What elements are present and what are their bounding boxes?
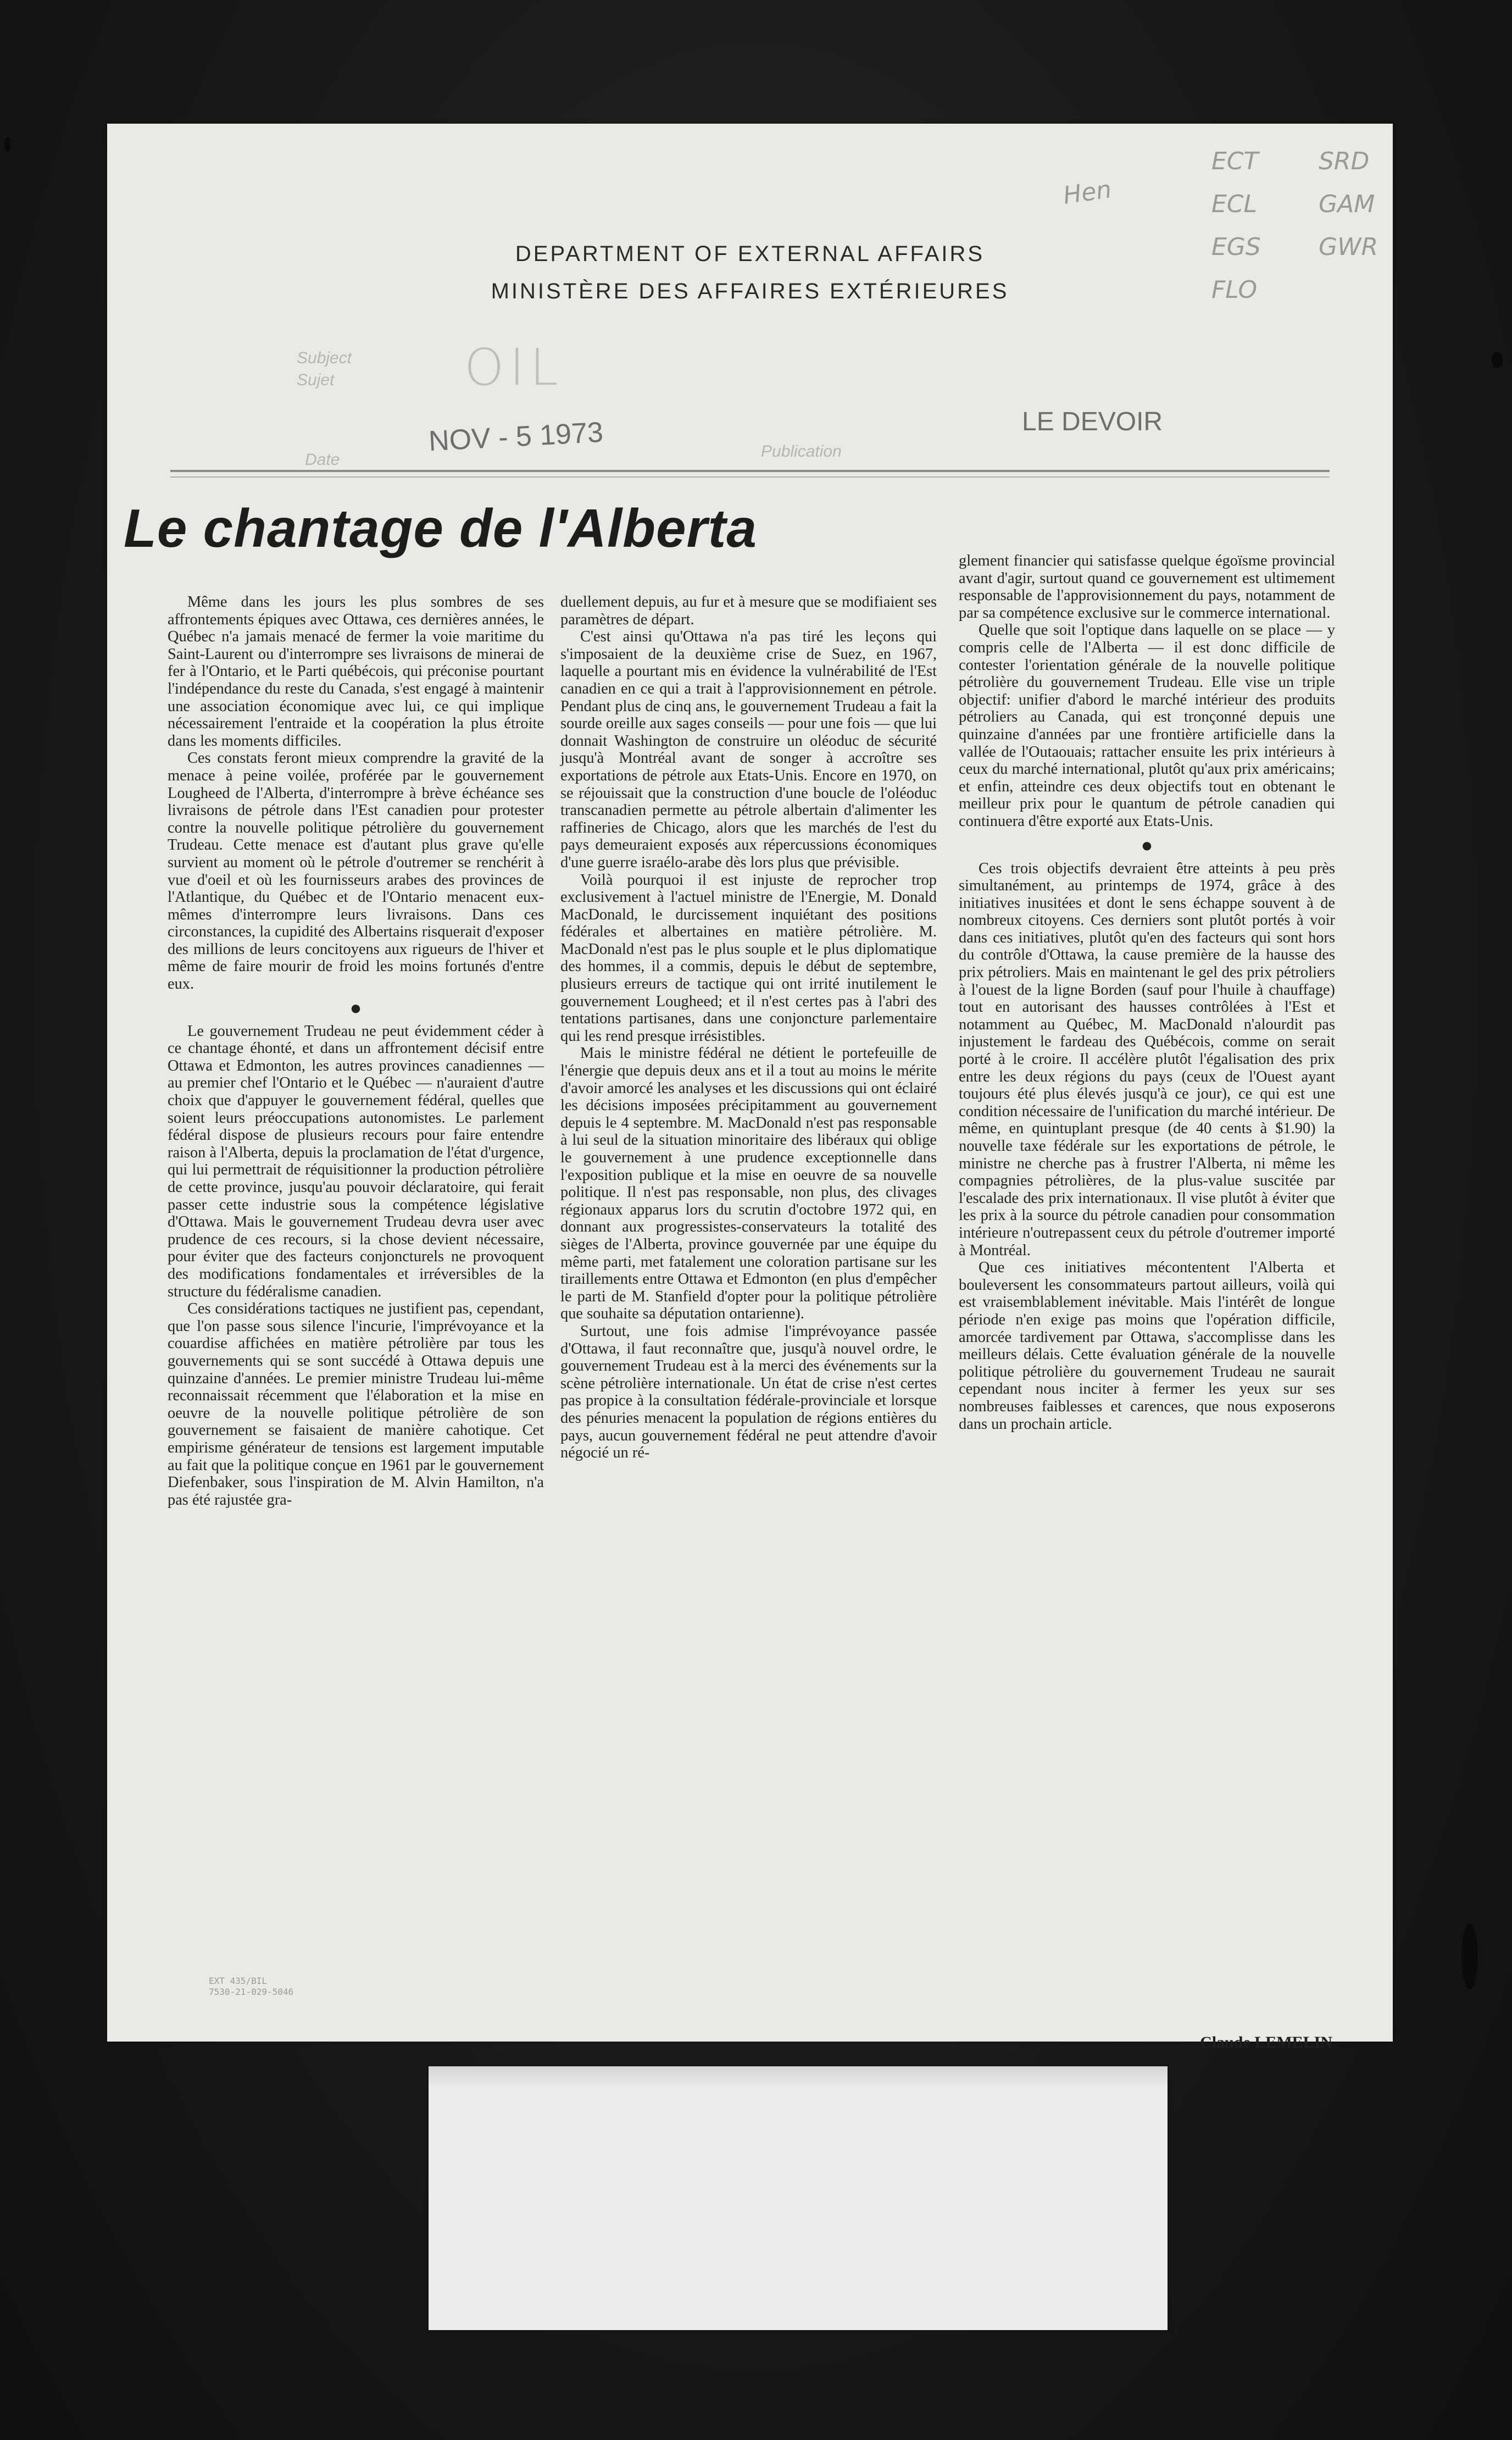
article-paragraph: Voilà pourquoi il est injuste de reprocher trop exclusivement à l'actuel ministre de l'Energie, M. Donald MacDonald, le durcissement inquiétant des positions fédérales et albertaines en matière pétrolière. M. MacDonald n'est pas le plus souple et le plus diplomatique des hommes, il a commis, depuis le début de septembre, plusieurs erreurs de tactique qui ont irrité inutilement le gouvernement Lougheed; et il n'est certes pas à l'abri des tentations partisanes, dans une conjoncture parlementaire qui les rend presque irrésistibles.	[560, 871, 937, 1045]
article-byline: Claude LEMELIN	[1200, 2033, 1332, 2051]
section-bullet-icon: ●	[349, 996, 362, 1019]
film-speck	[1492, 352, 1503, 368]
slip-shadow	[429, 2066, 1168, 2088]
routing-codes-col2	[1319, 140, 1378, 269]
clipping-card	[107, 124, 1393, 2051]
routing-codes-col1	[1211, 140, 1261, 312]
routing-code: SRD	[1319, 147, 1370, 175]
article-paragraph: C'est ainsi qu'Ottawa n'a pas tiré les leçons qui s'imposaient de la deuxième crise de Suez, en 1967, laquelle a pourtant mis en évidence la vulnérabilité de l'Est canadien en ce qui a trait à l'approvisionnement en pétrole. Pendant plus de cinq ans, le gouvernement Trudeau a fait la sourde oreille aux sages conseils — pour une fois — que lui donnait Washington de construire un oléoduc de sécurité jusqu'à Montréal avant de songer à accroître ses exportations de pétrole aux Etats-Unis. Encore en 1970, on se réjouissait que la construction d'une boucle de l'oléoduc transcanadien permette au pétrole albertain d'alimenter les raffineries de Chicago, alors que les marchés de l'est du pays demeuraient exposés aux répercussions économiques d'une guerre israélo-arabe dès lors plus que prévisible.	[560, 628, 937, 871]
form-code	[209, 1976, 293, 1998]
department-name-en: DEPARTMENT OF EXTERNAL AFFAIRS	[515, 242, 985, 266]
handwritten-routing-notes	[1061, 140, 1378, 321]
article-paragraph: Que ces initiatives mécontentent l'Alberta et bouleversent les consommateurs partout ailleurs, voilà qui est vraisemblablement inévitable. Mais l'intérêt de longue période n'en exige pas moins que l'opération difficile, amorcée tardivement par Ottawa, s'accomplisse dans les meilleurs délais. Cette évaluation générale de la nouvelle politique pétrolière du gouvernement Trudeau ne saurait cependant nous inciter à fermer les yeux sur ses nombreuses faiblesses et carences, que nous exposerons dans un prochain article.	[959, 1259, 1335, 1433]
header-divider	[170, 470, 1330, 472]
handwritten-note: Hen	[1061, 175, 1114, 210]
form-code-line: 7530-21-029-5046	[209, 1987, 294, 1997]
publication-label: Publication	[761, 442, 842, 461]
article-paragraph: Ces trois objectifs devraient être atteints à peu près simultanément, au printemps de 1974, grâce à des initiatives inusitées et dont le sens échappe souvent à de nombreux citoyens. Ces derniers sont plutôt portés à voir dans ces initiatives, plutôt qu'en des facteurs qui sont hors du contrôle d'Ottawa, la cause première de la hausse des prix pétroliers. Mais en maintenant le gel des prix pétroliers à l'ouest de la ligne Borden (sauf pour l'huile à chauffage) tout en autorisant des hausses contrôlées à l'Est et notamment au Québec, M. MacDonald n'alourdit pas injustement le fardeau des Québécois, comme on serait porté à le croire. Il accélère plutôt l'égalisation des prix entre les deux régions du pays (ceux de l'Ouest ayant toujours été plus élevés jusqu'à ce jour), ce qui est une condition nécessaire de l'unification du marché intérieur. De même, en quintuplant presque (de 40 cents à $1.90) la nouvelle taxe fédérale sur les exportations de pétrole, le ministre ne cherche pas à frustrer l'Alberta, ni même les compagnies pétrolières, de la plus-value suscitée par l'escalade des prix internationaux. Il vise plutôt à éviter que les prix à la source du pétrole canadien pour consommation intérieure n'outrepassent ceux du pétrole d'outremer importé à Montréal.	[959, 859, 1335, 1259]
department-name-fr: MINISTÈRE DES AFFAIRES EXTÉRIEURES	[491, 279, 1009, 303]
film-speck	[4, 137, 11, 152]
routing-code: GWR	[1319, 233, 1378, 261]
article-paragraph: Ces considérations tactiques ne justifient pas, cependant, que l'on passe sous silence l'incurie, l'imprévoyance et la couardise affichées en matière pétrolière par tous les gouvernements qui se sont succédé à Ottawa depuis une quinzaine d'années. Le premier ministre Trudeau lui-même reconnaissait récemment que l'élaboration et la mise en oeuvre de la nouvelle politique pétrolière de son gouvernement se faisaient de manière cahotique. Cet empirisme générateur de tensions est largement imputable au fait que la politique conçue en 1961 par le gouvernement Diefenbaker, sous l'inspiration de M. Alvin Hamilton, n'a pas été rajustée gra-	[168, 1300, 544, 1509]
form-code-line: EXT 435/BIL	[209, 1976, 267, 1986]
routing-code: FLO	[1211, 276, 1258, 304]
sujet-label: Sujet	[297, 371, 335, 389]
date-stamp: NOV - 5 1973	[427, 416, 604, 458]
subject-label: Subject	[297, 349, 352, 367]
routing-code: GAM	[1319, 190, 1375, 218]
routing-code: ECL	[1211, 190, 1258, 218]
article-paragraph: glement financier qui satisfasse quelque égoïsme provincial avant d'agir, surtout quand ce gouvernement est ultimement responsable de l'approvisionnement du pays, notamment de par sa compétence exclusive sur le commerce international.	[959, 552, 1335, 622]
article-headline: Le chantage de l'Alberta	[124, 498, 757, 558]
article-paragraph: Même dans les jours les plus sombres de ses affrontements épiques avec Ottawa, ces dernières années, le Québec n'a jamais menacé de fermer la voie maritime du Saint-Laurent ou d'interrompre ses livraisons de minerai de fer à l'Ontario, et le Parti québécois, qui préconise pourtant l'indépendance du reste du Canada, s'est engagé à maintenir une association économique avec lui, ce qui implique nécessairement l'entraide et la coopération la plus étroite dans les moments difficiles.	[168, 594, 544, 750]
newspaper-clipping	[124, 497, 1376, 2051]
article-paragraph: duellement depuis, au fur et à mesure que se modifiaient ses paramètres de départ.	[560, 594, 937, 628]
subject-value: OIL	[464, 338, 564, 397]
article-paragraph: Surtout, une fois admise l'imprévoyance passée d'Ottawa, il faut reconnaître que, jusqu'à nouvel ordre, le gouvernement Trudeau est à la merci des événements sur la scène pétrolière internationale. Un état de crise n'est certes pas propice à la consultation fédérale-provinciale et lorsque des pénuries menacent la population de régions entières du pays, aucun gouvernement fédéral ne peut attendre d'avoir négocié un ré-	[560, 1322, 937, 1462]
article-column-2	[560, 594, 937, 1462]
film-speck	[1461, 1923, 1478, 1989]
publication-stamp: LE DEVOIR	[1022, 407, 1163, 436]
article-paragraph: Le gouvernement Trudeau ne peut évidemment céder à ce chantage éhonté, et dans un affrontement décisif entre Ottawa et Edmonton, les autres provinces canadiennes — au premier chef l'Ontario et le Québec — n'auraient d'autre choix que d'appuyer le gouvernement fédéral, quelles que soient leurs préoccupations autonomistes. Le parlement fédéral dispose de plusieurs recours pour faire entendre raison à l'Alberta, depuis la proclamation de l'état d'urgence, qui lui permettrait de réquisitionner la production pétrolière de cette province, jusqu'au pouvoir déclaratoire, qui ferait passer cette industrie sous la compétence législative d'Ottawa. Mais le gouvernement Trudeau devra user avec prudence de ces recours, si la chose devient nécessaire, pour éviter que des facteurs conjoncturels ne provoquent des modifications fondamentales et irréversibles de la structure du fédéralisme canadien.	[168, 1022, 544, 1300]
section-bullet-icon: ●	[1141, 834, 1153, 856]
article-paragraph: Ces constats feront mieux comprendre la gravité de la menace à peine voilée, proférée par le gouvernement Lougheed de l'Alberta, d'interrompre à brève échéance ses livraisons de pétrole dans l'Est canadien pour protester contre la nouvelle politique pétrolière du gouvernement Trudeau. Cette menace est d'autant plus grave qu'elle survient au moment où le pétrole d'outremer se renchérit à vue d'oeil et où les fournisseurs arabes des provinces de l'Atlantique, du Québec et de l'Ontario menacent eux-mêmes d'interrompre leurs livraisons. Dans ces circonstances, la cupidité des Albertains risquerait d'exposer des millions de leurs concitoyens aux rigueurs de l'hiver et même de faire mourir de froid les moins fortunés d'entre eux.	[168, 750, 544, 993]
routing-code: EGS	[1211, 233, 1261, 261]
article-paragraph: Quelle que soit l'optique dans laquelle on se place — y compris celle de l'Alberta — il est donc difficile de contester l'orientation générale de la nouvelle politique pétrolière du gouvernement Trudeau. Elle vise un triple objectif: unifier d'abord le marché intérieur des produits pétroliers au Canada, qui est tronçonné depuis une quinzaine d'années par une frontière artificielle dans la vallée de l'Outaouais; rattacher ensuite les prix intérieurs à ceux du marché international, plutôt qu'aux prix américains; et enfin, atteindre ces deux objectifs tout en obtenant le meilleur prix pour le quantum de pétrole canadien qui continuera d'être exporté aux Etats-Unis.	[959, 622, 1335, 830]
article-column-3	[959, 552, 1335, 1433]
date-label: Date	[305, 451, 340, 469]
blank-paper-slip	[429, 2066, 1168, 2330]
header-divider-thin	[170, 476, 1330, 478]
routing-code: ECT	[1211, 147, 1259, 175]
article-column-1	[168, 594, 544, 1509]
article-paragraph: Mais le ministre fédéral ne détient le portefeuille de l'énergie que depuis deux ans et il a tout au moins le mérite d'avoir amorcé les analyses et les discussions qui ont éclairé les décisions imposées précipitamment au gouvernement depuis le 4 septembre. M. MacDonald n'est pas responsable à lui seul de la situation minoritaire des libéraux qui oblige le gouvernement à une prudence exceptionnelle dans l'exposition publique et la mise en oeuvre de sa nouvelle politique. Il n'est pas responsable, non plus, des clivages régionaux apparus lors du scrutin d'octobre 1972 qui, en donnant aux progressistes-conservateurs la totalité des sièges de l'Alberta, province gouvernée par une équipe du même parti, met fatalement une coloration partisane sur les tiraillements entre Ottawa et Edmonton (en plus d'empêcher le parti de M. Stanfield d'opter pour la politique pétrolière que souhaite sa députation ontarienne).	[560, 1045, 937, 1323]
